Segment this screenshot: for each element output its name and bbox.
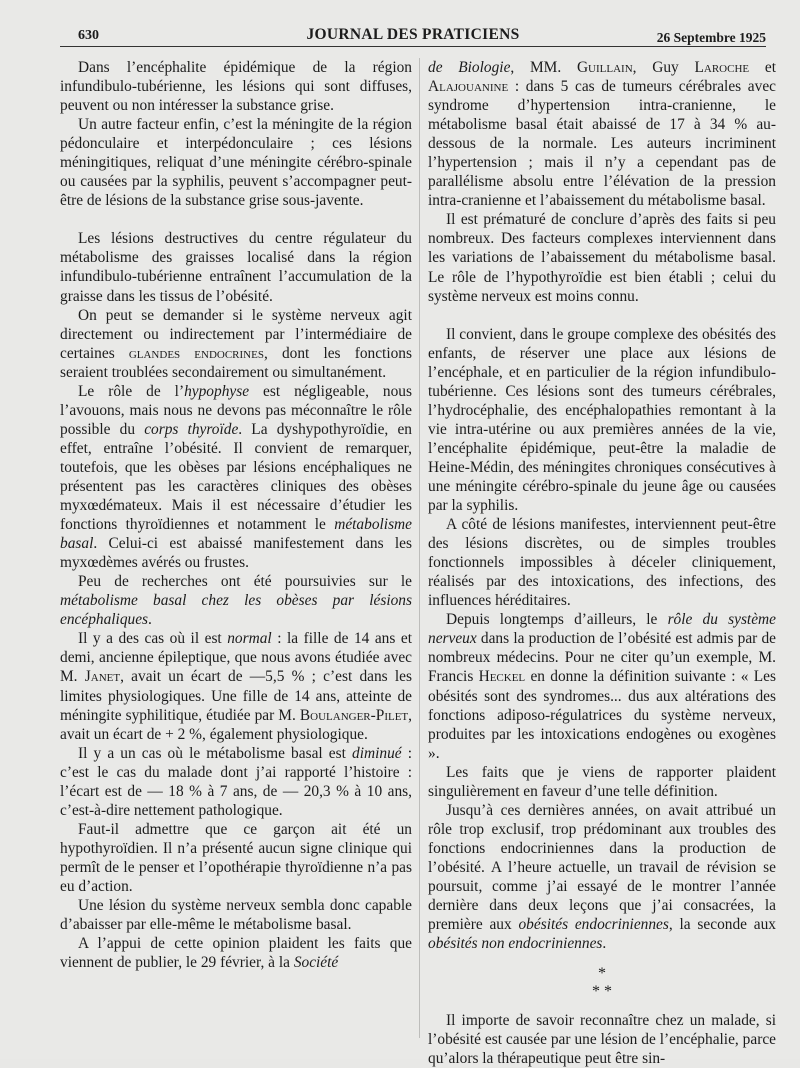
paragraph: Jusqu’à ces dernières années, on avait attribué un rôle trop exclusif, trop prédominant aux troubles des fonctions endocriniennes dans la production de l’obésité. A l’heure actuelle, un travail de révision se poursuit, comme j’ai essayé de le montrer l’année dernière dans deux leçons que j’ai consacrées, la première aux obésités endocriniennes, la seconde aux obésités non endocriniennes. bbox=[428, 801, 776, 953]
column-divider bbox=[419, 58, 420, 1038]
paragraph: A côté de lésions manifestes, interviennent peut-être des lésions discrètes, ou de simples troubles fonctionnels impossibles à déceler cliniquement, réalisés par des intoxications, des infections, des influences héréditaires. bbox=[428, 516, 776, 610]
paragraph: On peut se demander si le système nerveux agit directement ou indirectement par l’intermédiaire de certaines glandes endocrines, dont les fonctions seraient troublées secondairement ou simultanément. bbox=[60, 306, 412, 381]
paragraph: Les lésions destructives du centre régulateur du métabolisme des graisses localisé dans la région infundibulo-tubérienne entraînent l’accumulation de la graisse dans les tissus de l’obésité. bbox=[60, 230, 412, 305]
page-number: 630 bbox=[78, 28, 99, 43]
header-rule bbox=[60, 46, 766, 47]
paragraph: Il y a un cas où le métabolisme basal est diminué : c’est le cas du malade dont j’ai rapporté l’histoire : l’écart est de — 18 % à 7 ans, de — 20,3 % à 10 ans, c’est-à-dire nettement pathologique. bbox=[60, 744, 413, 819]
paragraph: A l’appui de cette opinion plaident les faits que viennent de publier, le 29 février, à la Société bbox=[60, 935, 412, 972]
paragraph: Il est prématuré de conclure d’après des faits si peu nombreux. Des facteurs complexes interviennent dans les variations de l’abaissement du métabolisme basal. Le rôle de l’hypothyroïdie est bien établi ; celui du système nerveux est moins connu. bbox=[428, 211, 776, 305]
paragraph: Faut-il admettre que ce garçon ait été un hypothyroïdien. Il n’a présenté aucun signe clinique qui permît de le penser et l’opothérapie thyroïdienne n’a pas eu d’action. bbox=[60, 820, 412, 895]
paragraph: Un autre facteur enfin, c’est la méningite de la région pédonculaire et interpédonculaire ; ces lésions méningitiques, reliquat d’une méningite cérébro-spinale ou causées par la syphilis, peuvent s’accompagner peut-être de lésions de la substance grise sous-javente. bbox=[60, 116, 412, 210]
paragraph: Les faits que je viens de rapporter plaident singulièrement en faveur d’une telle définition. bbox=[428, 763, 776, 800]
paragraph: Peu de recherches ont été poursuivies sur le métabolisme basal chez les obèses par lésions encéphaliques. bbox=[60, 573, 412, 629]
paragraph: Une lésion du système nerveux sembla donc capable d’abaisser par elle-même le métabolisme basal. bbox=[60, 897, 412, 934]
page-header bbox=[60, 24, 766, 46]
issue-date: 26 Septembre 1925 bbox=[656, 30, 766, 45]
paragraph: Il convient, dans le groupe complexe des obésités des enfants, de réserver une place aux lésions de l’encéphale, et en particulier de la région infundibulo-tubérienne. Ces lésions sont des tumeurs cérébrales, l’hydrocéphalie, des encéphalopathies remontant à la vie intra-utérine ou aux premières années de la vie, l’encéphalite épidémique, peut-être la maladie de Heine-Médin, des méningites chroniques consécutives à une méningite cérébro-spinale du jeune âge ou causées par la syphilis. bbox=[428, 325, 776, 515]
journal-title: JOURNAL DES PRATICIENS bbox=[306, 26, 520, 43]
paragraph: Depuis longtemps d’ailleurs, le rôle du système nerveux dans la production de l’obésité est admis par de nombreux médecins. Pour ne citer qu’un exemple, M. Francis Heckel en donne la définition suivante : « Les obésités sont des syndromes... dus aux altérations des fonctions adiposo-régulatrices du système nerveux, produites par les intoxications endogènes ou exogènes ». bbox=[428, 611, 776, 762]
section-separator-asterism: * * * bbox=[592, 965, 612, 1001]
paragraph: Dans l’encéphalite épidémique de la région infundibulo-tubérienne, les lésions qui sont diffuses, peuvent ou non intéresser la substance grise. bbox=[60, 59, 412, 115]
paragraph: Il importe de savoir reconnaître chez un malade, si l’obésité est causée par une lésion de l’encéphalie, parce qu’alors la thérapeutique peut être sin- bbox=[428, 1012, 776, 1068]
paragraph: Il y a des cas où il est normal : la fille de 14 ans et demi, ancienne épileptique, que nous avons étudiée avec M. Janet, avait un écart de —5,5 % ; c’est dans les limites physiologiques. Une fille de 14 ans, atteinte de méningite syphilitique, étudiée par M. Boulanger-Pilet, avait un écart de + 2 %, également physiologique. bbox=[60, 630, 412, 743]
right-column bbox=[428, 58, 776, 1068]
paragraph: Le rôle de l’hypophyse est négligeable, nous l’avouons, mais nous ne devons pas méconnaître le rôle possible du corps thyroïde. La dyshypothyroïdie, en effet, entraîne l’obésité. Il convient de remarquer, toutefois, que les obèses par lésions encéphaliques ne présentent pas les caractères cliniques des obèses myxœdémateux. Mais il est nécessaire d’étudier les fonctions thyroïdiennes et notamment le métabolisme basal. Celui-ci est abaissé manifestement dans les myxœdèmes avérés ou frustes. bbox=[60, 382, 412, 572]
left-column bbox=[60, 58, 412, 972]
paragraph: de Biologie, MM. Guillain, Guy Laroche et Alajouanine : dans 5 cas de tumeurs cérébrales avec syndrome d’hypertension intra-cranienne, le métabolisme basal était abaissé de 17 à 34 % au-dessous de la normale. Les auteurs incriminent l’hypertension ; mais il n’y a cependant pas de parallélisme absolu entre l’élévation de la pression intra-cranienne et l’abaissement du métabolisme basal. bbox=[428, 59, 776, 210]
